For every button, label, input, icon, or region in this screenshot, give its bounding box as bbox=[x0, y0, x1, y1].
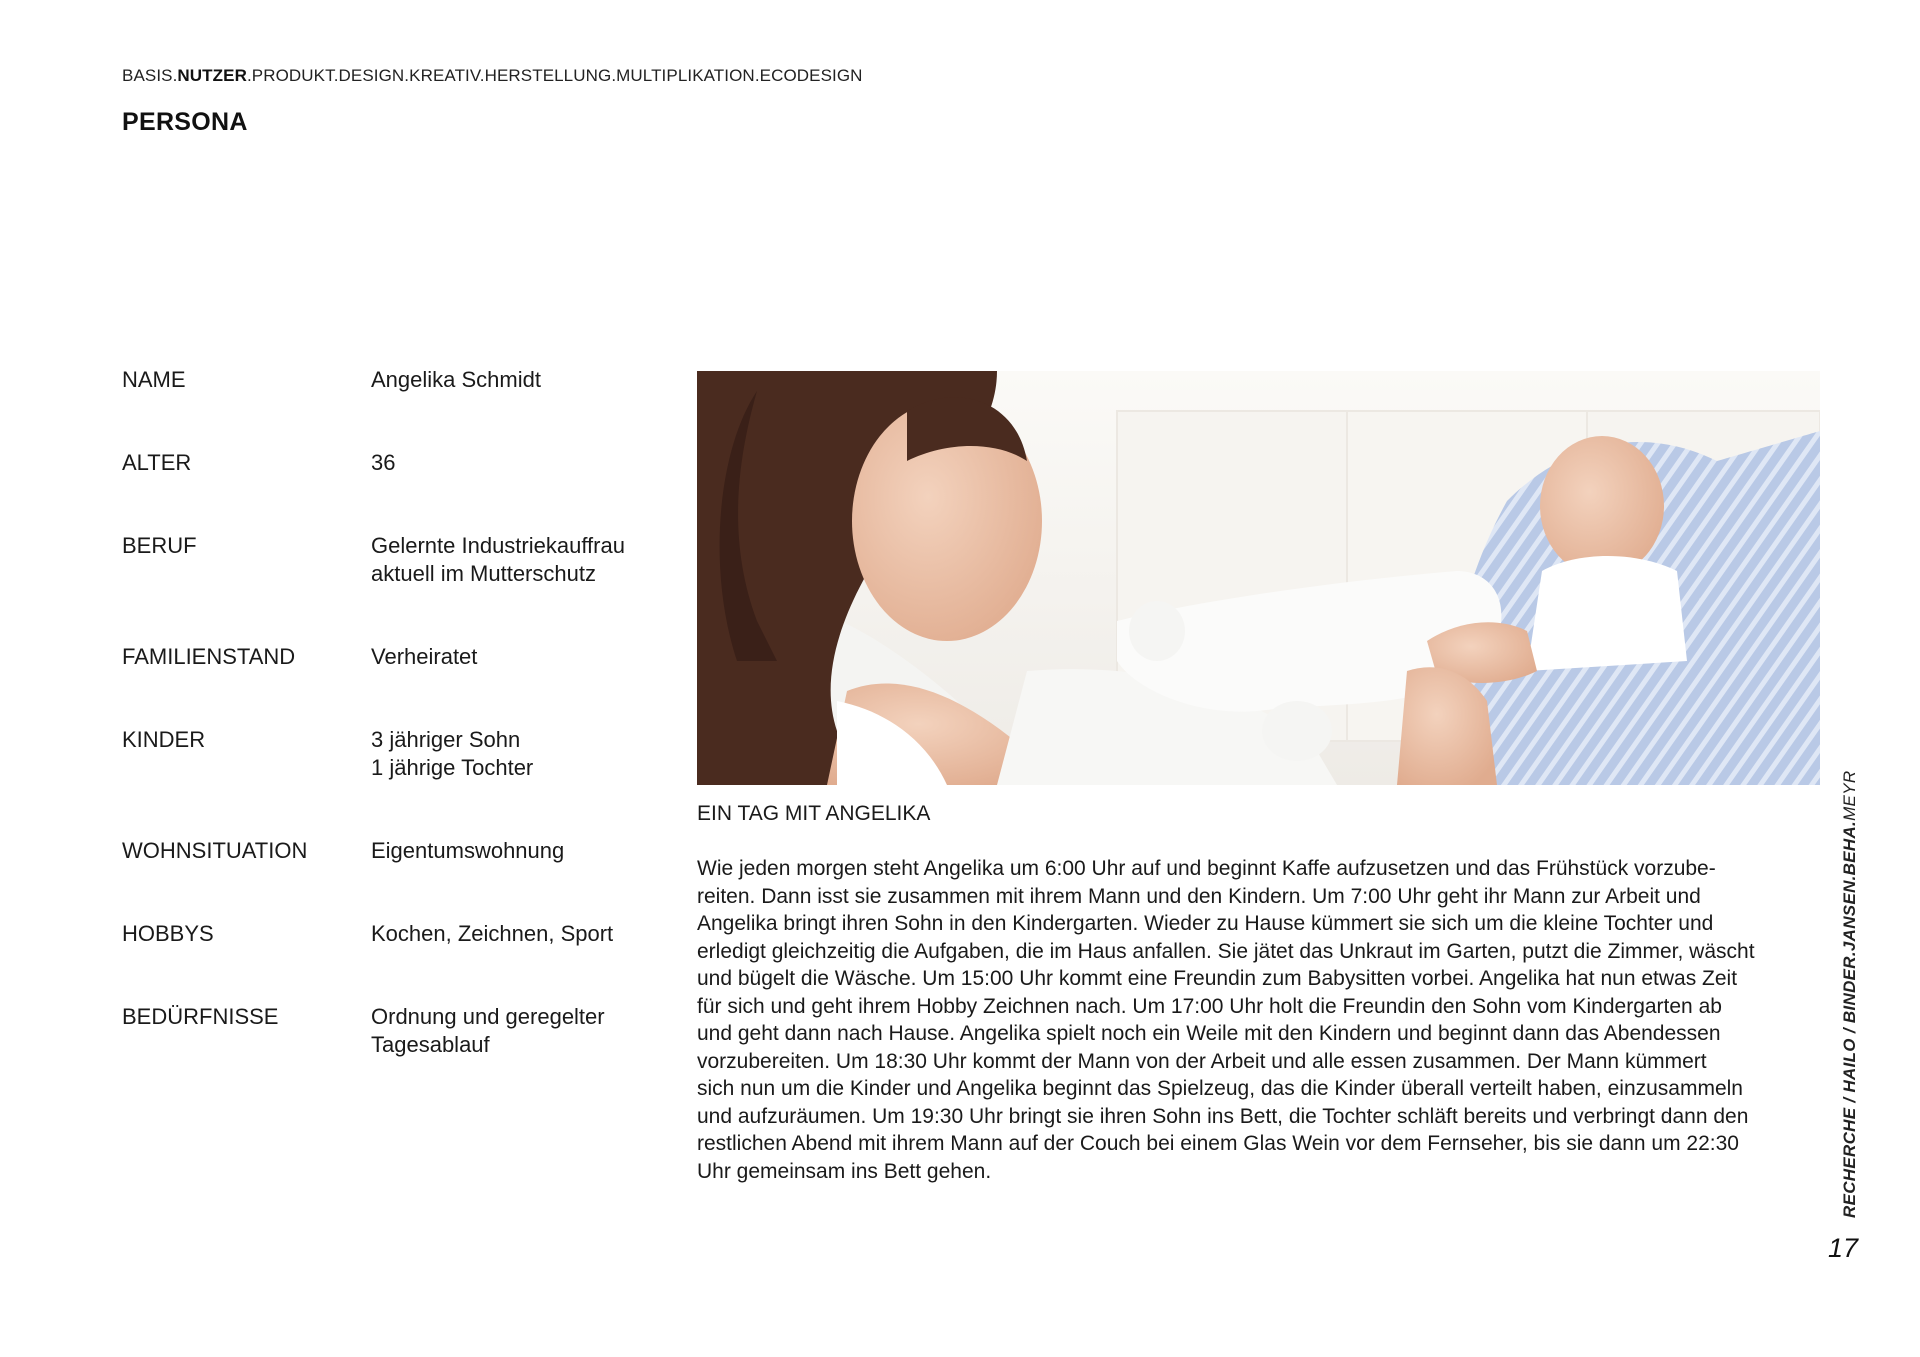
persona-photo bbox=[697, 371, 1820, 785]
story-heading: EIN TAG MIT ANGELIKA bbox=[697, 802, 931, 825]
breadcrumb-prefix: BASIS. bbox=[122, 66, 178, 85]
profile-value-beduerfnisse-line-1: Ordnung und geregelter bbox=[371, 1004, 605, 1029]
story-line: Angelika bringt ihren Sohn in den Kindergarten. Wieder zu Hause kümmert sie sich um die kleine Tochter und bbox=[697, 912, 1714, 935]
profile-label-alter: ALTER bbox=[122, 450, 192, 475]
profile-value-beruf-line-2: aktuell im Mutterschutz bbox=[371, 561, 596, 586]
profile-label-familienstand: FAMILIENSTAND bbox=[122, 644, 296, 669]
profile-value-familienstand: Verheiratet bbox=[371, 644, 478, 669]
page-title: PERSONA bbox=[122, 108, 248, 136]
story-line: vorzubereiten. Um 18:30 Uhr kommt der Mann von der Arbeit und alle essen zusammen. Der Mann kümmert bbox=[697, 1049, 1707, 1073]
profile-value-beruf bbox=[371, 532, 691, 588]
profile-value-beduerfnisse bbox=[371, 1003, 691, 1059]
story-line: und bügelt die Wäsche. Um 15:00 Uhr kommt eine Freundin zum Babysitten vorbei. Angelika hat nun etwas Zeit bbox=[697, 967, 1738, 990]
breadcrumb bbox=[122, 66, 863, 86]
credit-line bbox=[1840, 771, 1860, 1218]
profile-value-name: Angelika Schmidt bbox=[371, 367, 541, 392]
credit-main: RECHERCHE / HAILO / BINDER.JANSEN.BEHA. bbox=[1840, 820, 1859, 1218]
profile-label-name: NAME bbox=[122, 367, 186, 392]
story-text bbox=[697, 855, 1825, 1185]
profile-value-alter: 36 bbox=[371, 450, 396, 475]
mother-with-baby-illustration bbox=[697, 371, 1820, 785]
story-line: erledigt gleichzeitig die Aufgaben, die im Haus anfallen. Sie jätet das Unkraut im Garten, putzt die Zimmer, wäscht bbox=[697, 939, 1755, 963]
profile-value-hobbys: Kochen, Zeichnen, Sport bbox=[371, 921, 614, 946]
story-line: Wie jeden morgen steht Angelika um 6:00 Uhr auf und beginnt Kaffe aufzusetzen und das Frühstück vorzube- bbox=[697, 857, 1716, 880]
profile-label-hobbys: HOBBYS bbox=[122, 921, 214, 946]
breadcrumb-active: NUTZER bbox=[177, 66, 247, 85]
story-line: reiten. Dann isst sie zusammen mit ihrem Mann und den Kindern. Um 7:00 Uhr geht ihr Mann zur Arbeit und bbox=[697, 884, 1701, 908]
story-line: und aufzuräumen. Um 19:30 Uhr bringt sie ihren Sohn ins Bett, die Tochter schläft bereits und verbringt dann den bbox=[697, 1104, 1749, 1128]
story-line: für sich und geht ihrem Hobby Zeichnen nach. Um 17:00 Uhr holt die Freundin den Sohn vom Kindergarten ab bbox=[697, 994, 1722, 1018]
profile-value-beduerfnisse-line-2: Tagesablauf bbox=[371, 1032, 490, 1057]
profile-value-kinder bbox=[371, 726, 691, 782]
story-line: sich nun um die Kinder und Angelika beginnt das Spielzeug, das die Kinder überall verteilt haben, einzusammeln bbox=[697, 1077, 1743, 1100]
profile-value-beruf-line-1: Gelernte Industriekauffrau bbox=[371, 533, 625, 558]
profile-label-beruf: BERUF bbox=[122, 533, 197, 558]
story-line: und geht dann nach Hause. Angelika spielt noch ein Weile mit den Kindern und beginnt dann das Abendessen bbox=[697, 1022, 1721, 1045]
profile-value-kinder-line-2: 1 jährige Tochter bbox=[371, 755, 534, 780]
breadcrumb-suffix: .PRODUKT.DESIGN.KREATIV.HERSTELLUNG.MULTIPLIKATION.ECODESIGN bbox=[246, 66, 863, 85]
story-line: Uhr gemeinsam ins Bett gehen. bbox=[697, 1159, 992, 1183]
profile-value-wohnsituation: Eigentumswohnung bbox=[371, 838, 565, 863]
profile-label-wohnsituation: WOHNSITUATION bbox=[122, 838, 308, 863]
credit-tail: MEYR bbox=[1840, 770, 1859, 821]
profile-label-kinder: KINDER bbox=[122, 727, 206, 752]
page-number: 17 bbox=[1828, 1233, 1859, 1263]
story-line: restlichen Abend mit ihrem Mann auf der Couch bei einem Glas Wein vor dem Fernseher, bis sie dann um 22:30 bbox=[697, 1132, 1739, 1155]
profile-label-beduerfnisse: BEDÜRFNISSE bbox=[122, 1004, 279, 1029]
profile-value-kinder-line-1: 3 jähriger Sohn bbox=[371, 727, 521, 752]
